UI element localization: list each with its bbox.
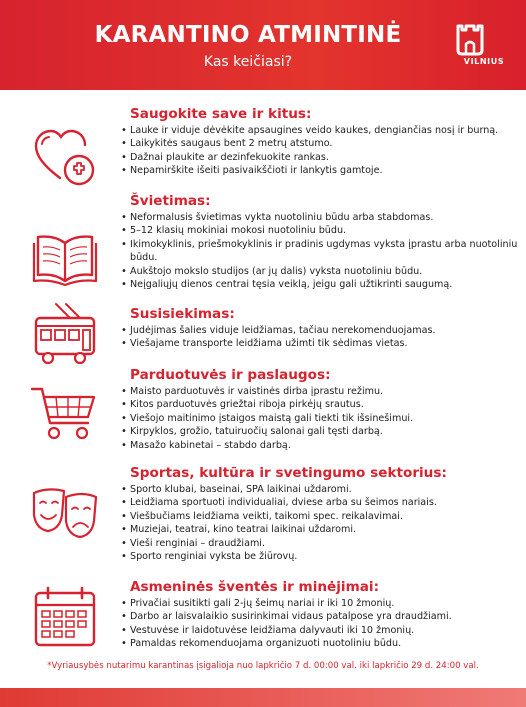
- list-item: • Pamaldas rekomenduojama organizuoti nuotoliniu būdu.: [120, 637, 520, 650]
- list-item: • Privačiai susitikti gali 2-jų šeimų nariai ir iki 10 žmonių.: [120, 597, 520, 610]
- list-item: • Judėjimas šalies viduje leidžiamas, tačiau nerekomenduojamas.: [120, 324, 520, 337]
- list-item: • Kirpyklos, grožio, tatuiruočių salonai gali tęsti darbą.: [120, 425, 520, 438]
- page-title: KARANTINO ATMINTINĖ: [94, 22, 402, 48]
- list-item: • Aukštojo mokslo studijos (ar jų dalis) vyksta nuotoliniu būdu.: [120, 265, 520, 278]
- list-item: • Lauke ir viduje dėvėkite apsaugines veido kaukes, dengiančias nosį ir burną.: [120, 124, 520, 137]
- section-list: [120, 597, 520, 651]
- shopping-cart-icon: [30, 381, 100, 451]
- section-title: Švietimas:: [130, 193, 211, 209]
- list-item: • Nepamirškite išeiti pasivaikščioti ir lankytis gamtoje.: [120, 164, 520, 177]
- logo-wordmark: VILNIUS: [463, 57, 505, 66]
- open-book-icon: [30, 223, 100, 293]
- list-item: • Leidžiama sportuoti individualiai, dviese arba su šeimos nariais.: [120, 496, 520, 509]
- footnote: *Vyriausybės nutarimu karantinas įsigalioja nuo lapkričio 7 d. 00:00 val. iki lapkričio 29 d. 24:00 val.: [47, 661, 479, 671]
- list-item: • Sporto klubai, baseinai, SPA laikinai uždaromi.: [120, 483, 520, 496]
- header-banner: [0, 0, 526, 90]
- list-item: • Ikimokyklinis, priešmokyklinis ir pradinis ugdymas vyksta įprastu arba nuotoliniu būdu.: [120, 238, 520, 265]
- theater-masks-icon: [30, 479, 100, 549]
- section-list: [120, 385, 520, 452]
- list-item: • Sporto renginiai vyksta be žiūrovų.: [120, 550, 520, 563]
- list-item: • Viešajame transporte leidžiama užimti tik sėdimas vietas.: [120, 337, 520, 350]
- section-title: Susisiekimas:: [130, 306, 235, 322]
- list-item: • Viešojo maitinimo įstaigos maistą gali tiekti tik išsinešimui.: [120, 412, 520, 425]
- list-item: • Viešbučiams leidžiama veikti, taikomi spec. reikalavimai.: [120, 510, 520, 523]
- list-item: • Neįgaliųjų dienos centrai tęsia veiklą, jeigu gali užtikrinti saugumą.: [120, 278, 520, 291]
- section-title: Asmeninės šventės ir minėjimai:: [130, 579, 380, 595]
- list-item: • Vestuvėse ir laidotuvėse leidžiama dalyvauti iki 10 žmonių.: [120, 624, 520, 637]
- list-item: • Dažnai plaukite ar dezinfekuokite rankas.: [120, 151, 520, 164]
- list-item: • Laikykitės saugaus bent 2 metrų atstumo.: [120, 137, 520, 150]
- list-item: • Maisto parduotuvės ir vaistinės dirba įprastu režimu.: [120, 385, 520, 398]
- bottom-band: [0, 688, 526, 707]
- section-title: Sportas, kultūra ir svetingumo sektorius:: [130, 465, 447, 481]
- section-title: Parduotuvės ir paslaugos:: [130, 367, 331, 383]
- section-list: [120, 124, 520, 178]
- section-list: [120, 483, 520, 563]
- section-title: Saugokite save ir kitus:: [130, 106, 312, 122]
- list-item: • Kitos parduotuvės griežtai riboja pirkėjų srautus.: [120, 398, 520, 411]
- trolleybus-icon: [30, 300, 100, 370]
- list-item: • Masažo kabinetai – stabdo darbą.: [120, 439, 520, 452]
- section-list: [120, 324, 520, 351]
- list-item: • Darbo ar laisvalaikio susirinkimai vidaus patalpose yra draudžiami.: [120, 610, 520, 623]
- heart-plus-icon: [30, 122, 100, 192]
- list-item: • Vieši renginiai – draudžiami.: [120, 537, 520, 550]
- list-item: • 5–12 klasių mokiniai mokosi nuotoliniu būdu.: [120, 224, 520, 237]
- calendar-icon: [30, 583, 100, 653]
- list-item: • Muziejai, teatrai, kino teatrai laikinai uždaromi.: [120, 523, 520, 536]
- vilnius-logo-icon: [442, 20, 498, 76]
- section-list: [120, 211, 520, 291]
- page-subtitle: Kas keičiasi?: [203, 54, 293, 70]
- list-item: • Neformalusis švietimas vykta nuotoliniu būdu arba stabdomas.: [120, 211, 520, 224]
